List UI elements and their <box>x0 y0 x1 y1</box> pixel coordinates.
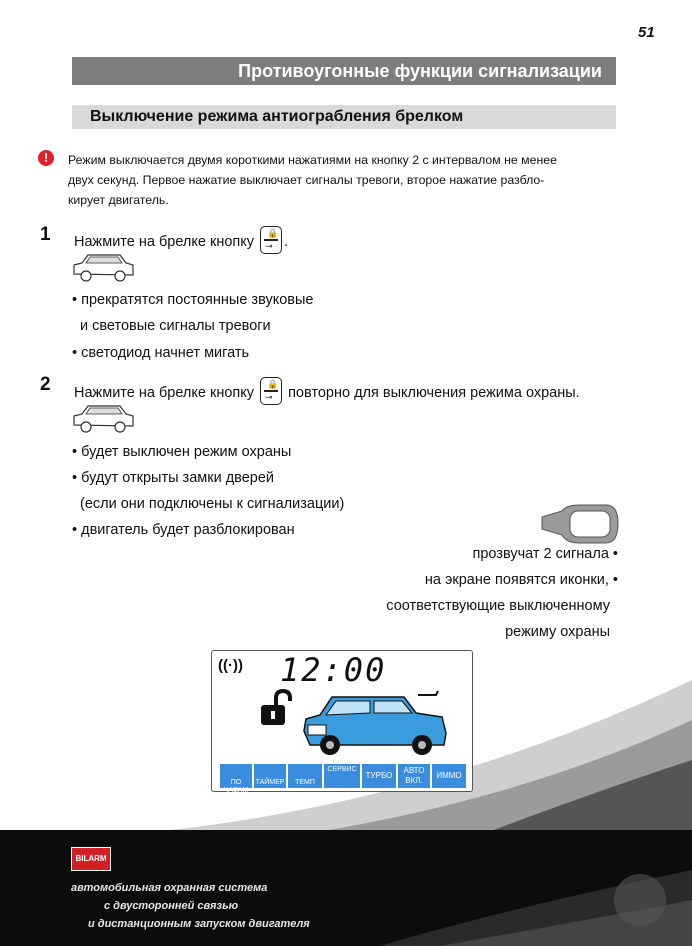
fob-note: на экране появятся иконки, • <box>424 572 618 588</box>
note-line: двух секунд. Первое нажатие выключает сигналы тревоги, второе нажатие разбло- <box>68 173 545 187</box>
bullet-item: • будут открыты замки дверей <box>72 470 274 486</box>
key-fob-icon <box>540 503 620 545</box>
car-icon <box>70 250 136 284</box>
lcd-icon-label: ВКЛ. <box>405 776 423 785</box>
lcd-icon-label: ТУРБО <box>365 771 393 780</box>
lcd-icon-temp <box>288 764 322 788</box>
lcd-time: 12:00 <box>280 651 387 689</box>
page-number: 51 <box>638 24 655 41</box>
footer-line: и дистанционным запуском двигателя <box>88 918 310 930</box>
lcd-icon-label: ПО ЧАСАМ <box>223 779 249 794</box>
note-line: кирует двигатель. <box>68 193 169 207</box>
brand-logo: BILARM <box>71 847 111 871</box>
lcd-icon-label: СЕРВИС <box>327 766 357 773</box>
step-instruction <box>74 377 580 405</box>
unlocked-padlock-icon <box>258 689 294 727</box>
car-icon <box>70 401 136 435</box>
section-banner: Противоугонные функции сигнализации <box>72 57 616 85</box>
lcd-icon-label: ИММО <box>436 771 462 780</box>
fob-note: соответствующие выключенному <box>386 598 610 614</box>
lcd-icon-label: АВТО <box>403 766 425 775</box>
step-text: Нажмите на брелке кнопку <box>74 385 255 401</box>
step-number: 2 <box>40 374 51 395</box>
lcd-icon-autostart <box>398 764 430 788</box>
subheading: Выключение режима антиограбления брелком <box>72 105 616 129</box>
footer-background-art <box>380 830 692 946</box>
exclamation-icon: ! <box>38 150 54 166</box>
fob-note: прозвучат 2 сигнала • <box>472 546 618 562</box>
lcd-icon-clock <box>220 764 252 794</box>
step-number: 1 <box>40 224 51 245</box>
bullet-item: • прекратятся постоянные звуковые <box>72 292 314 308</box>
step-text-end: . <box>284 234 289 250</box>
antenna-icon: ((·)) <box>218 657 243 674</box>
bullet-item: (если они подключены к сигнализации) <box>80 496 345 512</box>
note-line: Режим выключается двумя короткими нажатиями на кнопку 2 с интервалом не менее <box>68 153 557 167</box>
bullet-item: и световые сигналы тревоги <box>80 318 271 334</box>
key-fob-button-icon: 🔒 ⊸ <box>260 226 282 254</box>
car-suv-icon <box>300 689 450 757</box>
footer-line: с двусторонней связью <box>104 900 239 912</box>
lcd-icon-service <box>324 764 360 788</box>
bullet-item: • светодиод начнет мигать <box>72 345 250 361</box>
note-paragraph <box>68 150 616 210</box>
key-fob-button-icon: 🔒 ⊸ <box>260 377 282 405</box>
lcd-icon-immo <box>432 764 466 788</box>
lcd-icon-label: ТЕМП <box>295 779 315 786</box>
bullet-item: • двигатель будет разблокирован <box>72 522 295 538</box>
footer-line: автомобильная охранная система <box>71 882 268 894</box>
step-text: Нажмите на брелке кнопку <box>74 234 255 250</box>
lcd-display <box>211 650 473 792</box>
lcd-icon-label: ТАЙМЕР <box>255 779 285 786</box>
step-text-end: повторно для выключения режима охраны. <box>288 385 580 401</box>
lcd-icon-turbo <box>362 764 396 788</box>
fob-note: режиму охраны <box>505 624 610 640</box>
lcd-icon-timer <box>254 764 286 788</box>
bullet-item: • будет выключен режим охраны <box>72 444 292 460</box>
